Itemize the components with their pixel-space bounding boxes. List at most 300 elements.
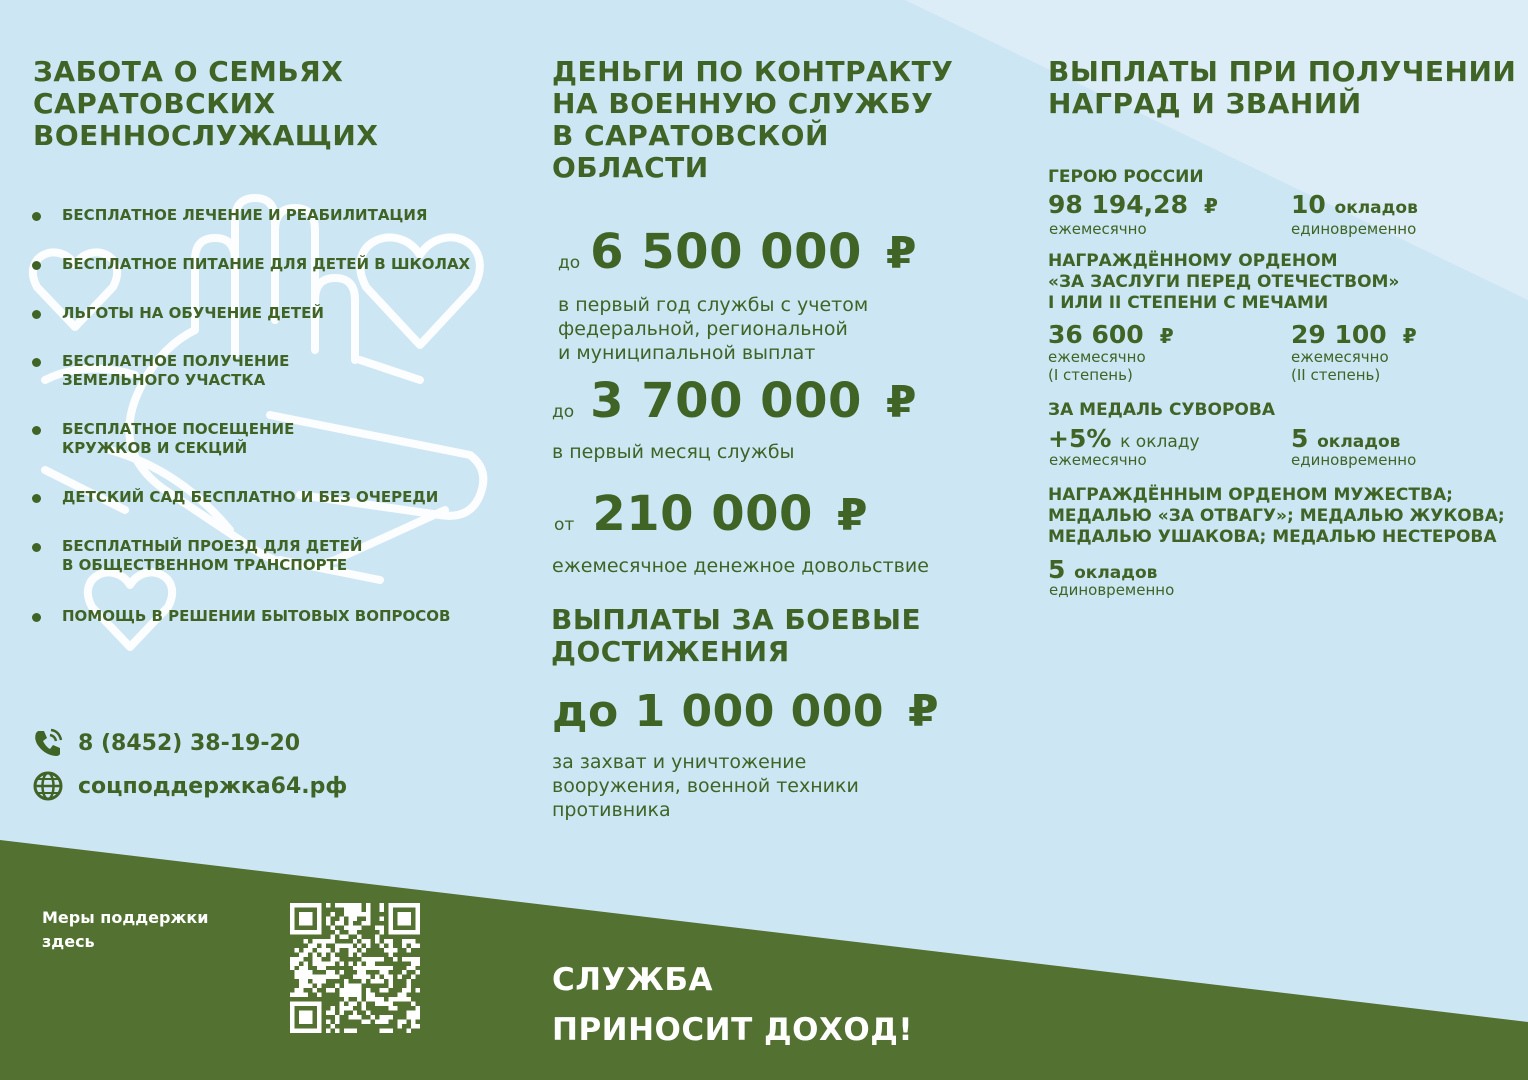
qr-module	[344, 943, 348, 947]
desc-line: вооружения, военной техники	[552, 775, 859, 797]
qr-module	[339, 993, 343, 997]
qr-module	[389, 903, 393, 907]
qr-module	[384, 988, 388, 992]
qr-module	[326, 903, 330, 907]
qr-module	[344, 907, 348, 911]
qr-module	[411, 975, 415, 979]
qr-module	[290, 1015, 294, 1019]
qr-module	[290, 916, 294, 920]
qr-module	[294, 961, 298, 965]
qr-module	[366, 997, 370, 1001]
qr-module	[326, 1020, 330, 1024]
qr-module	[321, 943, 325, 947]
benefit-text: ЛЬГОТЫ НА ОБУЧЕНИЕ ДЕТЕЙ	[62, 304, 324, 322]
qr-module	[411, 939, 415, 943]
qr-module	[308, 1020, 312, 1024]
qr-module	[348, 948, 352, 952]
qr-module	[407, 979, 411, 983]
qr-module	[398, 975, 402, 979]
desc-line: в первый месяц службы	[552, 441, 795, 463]
qr-module	[344, 984, 348, 988]
qr-module	[339, 916, 343, 920]
qr-module	[393, 930, 397, 934]
amount-first-year-desc	[558, 293, 868, 365]
qr-module	[294, 903, 298, 907]
qr-module	[416, 1011, 420, 1015]
qr-module	[348, 984, 352, 988]
qr-module	[389, 948, 393, 952]
desc-line: противника	[552, 799, 671, 821]
qr-module	[348, 952, 352, 956]
desc-line: ежемесячное денежное довольствие	[552, 555, 929, 577]
qr-module	[357, 988, 361, 992]
desc-line: в первый год службы с учетом	[558, 294, 869, 316]
benefit-text: ЗЕМЕЛЬНОГО УЧАСТКА	[62, 371, 266, 389]
left-title	[33, 56, 378, 152]
qr-module	[294, 957, 298, 961]
qr-module	[335, 957, 339, 961]
qr-module	[380, 1029, 384, 1033]
value-number: 10	[1291, 190, 1326, 219]
qr-module	[416, 1024, 420, 1028]
qr-module	[375, 966, 379, 970]
qr-module	[312, 979, 316, 983]
qr-module	[411, 1020, 415, 1024]
qr-module	[357, 997, 361, 1001]
qr-module	[312, 943, 316, 947]
qr-module	[348, 930, 352, 934]
qr-module	[344, 1029, 348, 1033]
qr-module	[299, 988, 303, 992]
left-title-line: ЗАБОТА О СЕМЬЯХ	[33, 55, 344, 88]
benefit-text: БЕСПЛАТНОЕ ПОЛУЧЕНИЕ	[62, 352, 290, 370]
qr-module	[416, 1015, 420, 1019]
qr-module	[299, 1020, 303, 1024]
qr-module	[299, 966, 303, 970]
value-number: 29 100	[1291, 320, 1387, 349]
heading-line: МЕДАЛЬЮ «ЗА ОТВАГУ»; МЕДАЛЬЮ ЖУКОВА;	[1048, 506, 1505, 526]
qr-module	[317, 916, 321, 920]
qr-module	[312, 1002, 316, 1006]
qr-module	[335, 943, 339, 947]
qr-label-line: Меры поддержки	[42, 908, 209, 927]
qr-module	[348, 961, 352, 965]
qr-module	[357, 903, 361, 907]
qr-module	[380, 930, 384, 934]
qr-module	[348, 912, 352, 916]
qr-module	[303, 903, 307, 907]
qr-module	[294, 930, 298, 934]
qr-module	[407, 997, 411, 1001]
qr-module	[339, 903, 343, 907]
qr-module	[411, 1015, 415, 1019]
value-unit: окладов	[1317, 432, 1401, 452]
qr-module	[326, 916, 330, 920]
qr-module	[384, 1002, 388, 1006]
qr-module	[366, 975, 370, 979]
qr-module	[348, 916, 352, 920]
qr-module	[357, 943, 361, 947]
qr-module	[411, 966, 415, 970]
right-title	[1048, 56, 1516, 120]
qr-module	[366, 961, 370, 965]
qr-module	[308, 1015, 312, 1019]
bullet-icon	[32, 426, 41, 435]
phone-contact[interactable]	[32, 727, 300, 759]
qr-module	[299, 957, 303, 961]
label-line: ежемесячно	[1048, 348, 1146, 366]
qr-module	[344, 997, 348, 1001]
qr-module	[303, 948, 307, 952]
ruble-icon: ₽	[836, 490, 868, 541]
qr-module	[398, 930, 402, 934]
qr-module	[317, 912, 321, 916]
qr-module	[339, 934, 343, 938]
qr-module	[407, 988, 411, 992]
phone-number: 8 (8452) 38-19-20	[78, 730, 301, 756]
qr-module	[353, 912, 357, 916]
heading-line: НАГРАЖДЁННЫМ ОРДЕНОМ МУЖЕСТВА;	[1048, 485, 1453, 505]
benefit-text: В ОБЩЕСТВЕННОМ ТРАНСПОРТЕ	[62, 556, 348, 574]
qr-module	[317, 975, 321, 979]
qr-module	[375, 925, 379, 929]
qr-label	[42, 906, 208, 954]
qr-code[interactable]	[290, 903, 420, 1033]
qr-module	[299, 1002, 303, 1006]
qr-module	[317, 907, 321, 911]
qr-module	[357, 984, 361, 988]
qr-module	[371, 1015, 375, 1019]
qr-module	[362, 970, 366, 974]
qr-module	[375, 934, 379, 938]
qr-module	[380, 1020, 384, 1024]
qr-module	[335, 930, 339, 934]
qr-module	[330, 925, 334, 929]
value-number: 36 600	[1048, 320, 1144, 349]
qr-module	[299, 921, 303, 925]
qr-module	[299, 916, 303, 920]
heading-line: НАГРАЖДЁННОМУ ОРДЕНОМ	[1048, 251, 1338, 271]
qr-module	[348, 993, 352, 997]
qr-module	[326, 970, 330, 974]
qr-module	[335, 975, 339, 979]
qr-module	[326, 948, 330, 952]
qr-module	[389, 997, 393, 1001]
qr-module	[411, 1024, 415, 1028]
qr-module	[357, 912, 361, 916]
value-number: 5	[1291, 424, 1309, 453]
qr-module	[407, 1011, 411, 1015]
qr-module	[375, 1020, 379, 1024]
qr-module	[371, 997, 375, 1001]
qr-module	[308, 916, 312, 920]
qr-module	[402, 916, 406, 920]
qr-module	[416, 957, 420, 961]
qr-module	[348, 907, 352, 911]
qr-module	[389, 916, 393, 920]
qr-module	[303, 979, 307, 983]
qr-module	[335, 1020, 339, 1024]
qr-module	[344, 934, 348, 938]
qr-module	[326, 961, 330, 965]
qr-module	[317, 921, 321, 925]
qr-module	[357, 993, 361, 997]
qr-module	[303, 1020, 307, 1024]
qr-module	[339, 1002, 343, 1006]
qr-module	[303, 916, 307, 920]
qr-module	[407, 930, 411, 934]
courage-value	[1048, 555, 1157, 584]
qr-module	[366, 921, 370, 925]
qr-module	[308, 975, 312, 979]
bullet-icon	[32, 310, 41, 319]
qr-module	[416, 970, 420, 974]
qr-module	[308, 943, 312, 947]
combat-title	[551, 604, 921, 668]
qr-module	[357, 925, 361, 929]
slogan-line: ПРИНОСИТ ДОХОД!	[552, 1012, 914, 1048]
qr-module	[317, 1002, 321, 1006]
qr-module	[357, 975, 361, 979]
phone-icon	[32, 727, 64, 759]
qr-module	[317, 984, 321, 988]
ruble-icon: ₽	[885, 377, 917, 428]
qr-module	[398, 921, 402, 925]
qr-module	[330, 961, 334, 965]
qr-module	[362, 948, 366, 952]
qr-module	[402, 903, 406, 907]
qr-module	[380, 925, 384, 929]
qr-module	[335, 1015, 339, 1019]
qr-module	[290, 912, 294, 916]
qr-module	[398, 1024, 402, 1028]
qr-module	[299, 984, 303, 988]
amount-first-year	[558, 224, 917, 280]
qr-module	[416, 961, 420, 965]
qr-module	[398, 912, 402, 916]
qr-module	[389, 952, 393, 956]
qr-module	[380, 966, 384, 970]
qr-module	[416, 1006, 420, 1010]
qr-module	[303, 939, 307, 943]
qr-module	[317, 961, 321, 965]
qr-module	[317, 1011, 321, 1015]
qr-module	[389, 939, 393, 943]
suvorov-v1-value	[1048, 424, 1200, 453]
qr-module	[326, 975, 330, 979]
qr-module	[348, 921, 352, 925]
qr-module	[411, 943, 415, 947]
qr-module	[312, 903, 316, 907]
qr-module	[411, 957, 415, 961]
qr-module	[299, 979, 303, 983]
bullet-icon	[32, 613, 41, 622]
qr-module	[326, 988, 330, 992]
qr-module	[294, 970, 298, 974]
qr-module	[371, 961, 375, 965]
qr-module	[380, 903, 384, 907]
qr-module	[344, 979, 348, 983]
qr-module	[308, 948, 312, 952]
heading-line: «ЗА ЗАСЛУГИ ПЕРЕД ОТЕЧЕСТВОМ»	[1048, 272, 1400, 292]
qr-module	[366, 912, 370, 916]
qr-module	[353, 993, 357, 997]
qr-module	[366, 1011, 370, 1015]
qr-module	[407, 1029, 411, 1033]
qr-module	[389, 1002, 393, 1006]
qr-module	[303, 1029, 307, 1033]
qr-module	[384, 948, 388, 952]
qr-module	[330, 988, 334, 992]
value-number: 98 194,28	[1048, 190, 1188, 219]
qr-module	[308, 970, 312, 974]
courage-label: единовременно	[1049, 581, 1175, 599]
value-number: +5%	[1048, 424, 1112, 453]
qr-module	[317, 993, 321, 997]
qr-module	[389, 1015, 393, 1019]
qr-module	[389, 943, 393, 947]
qr-module	[411, 961, 415, 965]
qr-module	[389, 975, 393, 979]
qr-module	[312, 1029, 316, 1033]
website-contact[interactable]	[32, 770, 347, 802]
qr-module	[317, 1024, 321, 1028]
qr-module	[375, 997, 379, 1001]
amount-prefix: до	[558, 253, 581, 273]
qr-module	[366, 993, 370, 997]
courage-heading	[1048, 485, 1505, 548]
qr-module	[317, 930, 321, 934]
qr-module	[353, 907, 357, 911]
qr-module	[362, 1002, 366, 1006]
amount-value: 3 700 000	[590, 373, 862, 429]
qr-module	[389, 1006, 393, 1010]
qr-module	[299, 1015, 303, 1019]
qr-module	[290, 966, 294, 970]
qr-module	[317, 939, 321, 943]
qr-module	[362, 975, 366, 979]
order-v1-value	[1048, 320, 1174, 349]
qr-module	[303, 930, 307, 934]
qr-module	[362, 1006, 366, 1010]
benefit-item	[30, 607, 450, 626]
qr-module	[366, 988, 370, 992]
value-unit: окладов	[1334, 198, 1418, 218]
qr-module	[416, 912, 420, 916]
qr-module	[344, 912, 348, 916]
qr-module	[371, 957, 375, 961]
qr-module	[317, 903, 321, 907]
qr-module	[308, 930, 312, 934]
qr-module	[299, 1011, 303, 1015]
qr-module	[375, 1002, 379, 1006]
slogan	[552, 955, 913, 1055]
qr-module	[335, 903, 339, 907]
left-title-line: ВОЕННОСЛУЖАЩИХ	[33, 119, 379, 152]
qr-module	[416, 907, 420, 911]
qr-module	[308, 912, 312, 916]
qr-module	[299, 993, 303, 997]
qr-module	[303, 970, 307, 974]
qr-module	[348, 1006, 352, 1010]
hero-once-label: единовременно	[1291, 220, 1417, 238]
qr-module	[308, 1011, 312, 1015]
benefit-text: БЕСПЛАТНОЕ ПИТАНИЕ ДЛЯ ДЕТЕЙ В ШКОЛАХ	[62, 255, 471, 273]
heading-line: I ИЛИ II СТЕПЕНИ С МЕЧАМИ	[1048, 293, 1329, 313]
qr-module	[317, 957, 321, 961]
qr-module	[393, 948, 397, 952]
order-v2-label	[1291, 348, 1389, 384]
qr-module	[393, 903, 397, 907]
qr-module	[317, 966, 321, 970]
qr-module	[402, 939, 406, 943]
qr-module	[339, 988, 343, 992]
qr-module	[290, 993, 294, 997]
qr-module	[389, 930, 393, 934]
qr-module	[312, 957, 316, 961]
qr-module	[290, 1002, 294, 1006]
qr-module	[339, 943, 343, 947]
qr-module	[303, 952, 307, 956]
qr-module	[366, 903, 370, 907]
qr-module	[339, 1006, 343, 1010]
qr-module	[357, 970, 361, 974]
benefit-text: БЕСПЛАТНОЕ ЛЕЧЕНИЕ И РЕАБИЛИТАЦИЯ	[62, 206, 428, 224]
qr-module	[326, 939, 330, 943]
qr-module	[290, 1024, 294, 1028]
qr-module	[321, 979, 325, 983]
qr-module	[375, 957, 379, 961]
qr-module	[362, 939, 366, 943]
qr-module	[402, 957, 406, 961]
qr-module	[393, 1006, 397, 1010]
suvorov-v2-label: единовременно	[1291, 451, 1417, 469]
qr-module	[380, 988, 384, 992]
combat-title-line: ДОСТИЖЕНИЯ	[551, 635, 790, 668]
qr-module	[357, 966, 361, 970]
benefit-item	[30, 206, 427, 225]
qr-module	[330, 934, 334, 938]
ruble-icon: ₽	[908, 686, 939, 737]
qr-module	[353, 988, 357, 992]
ruble-icon: ₽	[1159, 324, 1174, 348]
qr-module	[362, 979, 366, 983]
qr-module	[353, 925, 357, 929]
desc-line: федеральной, региональной	[558, 318, 848, 340]
qr-module	[339, 1011, 343, 1015]
qr-module	[380, 970, 384, 974]
amount-prefix: от	[554, 515, 575, 535]
qr-module	[353, 916, 357, 920]
qr-module	[312, 930, 316, 934]
qr-module	[398, 993, 402, 997]
qr-module	[303, 993, 307, 997]
qr-module	[344, 925, 348, 929]
benefit-item	[30, 255, 470, 274]
qr-module	[294, 1002, 298, 1006]
qr-module	[389, 925, 393, 929]
amount-monthly-desc	[552, 554, 929, 578]
qr-module	[303, 912, 307, 916]
qr-module	[303, 1015, 307, 1019]
qr-module	[321, 975, 325, 979]
qr-module	[407, 921, 411, 925]
qr-module	[407, 916, 411, 920]
qr-module	[407, 903, 411, 907]
qr-module	[393, 957, 397, 961]
qr-module	[389, 907, 393, 911]
qr-module	[290, 925, 294, 929]
